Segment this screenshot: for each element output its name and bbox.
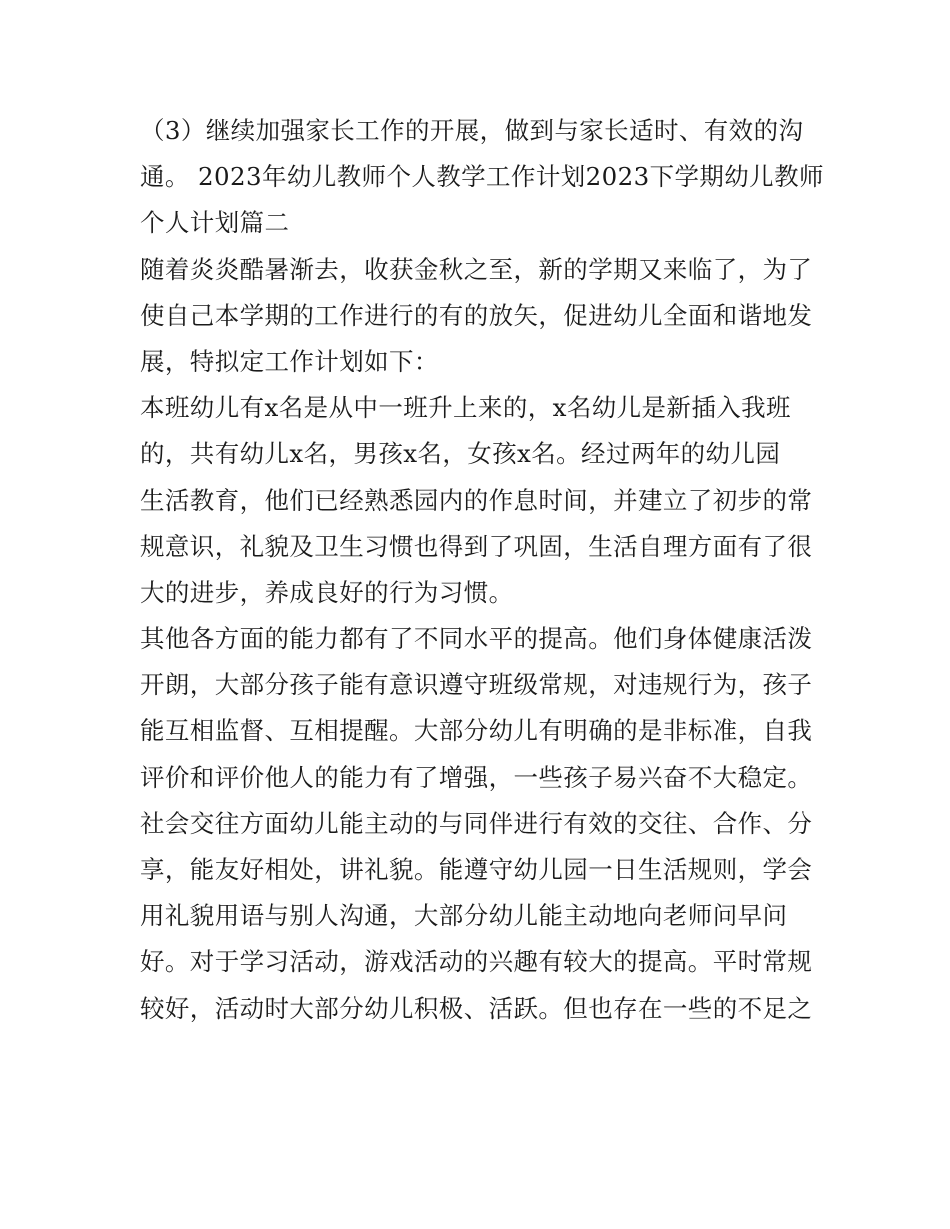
text-line: 评价和评价他人的能力有了增强，一些孩子易兴奋不大稳定。 bbox=[140, 762, 813, 792]
text-line: 大的进步，养成良好的行为习惯。 bbox=[140, 577, 514, 607]
text-line: 享，能友好相处，讲礼貌。能遵守幼儿园一日生活规则，学会 bbox=[140, 855, 813, 884]
text-line: 的，共有幼儿x名，男孩x名，女孩x名。经过两年的幼儿园 bbox=[140, 439, 781, 469]
text-line: 使自己本学期的工作进行的有的放矢，促进幼儿全面和谐地发 bbox=[140, 300, 813, 330]
text-line: 好。对于学习活动，游戏活动的兴趣有较大的提高。平时常规 bbox=[140, 947, 813, 977]
text-line: 其他各方面的能力都有了不同水平的提高。他们身体健康活泼 bbox=[140, 624, 813, 654]
text-line: 社会交往方面幼儿能主动的与同伴进行有效的交往、合作、分 bbox=[140, 808, 813, 838]
text-line: 开朗，大部分孩子能有意识遵守班级常规，对违规行为，孩子 bbox=[140, 670, 813, 700]
text-line: （3）继续加强家长工作的开展，做到与家长适时、有效的沟 bbox=[140, 116, 804, 145]
text-line: 通。 2023年幼儿教师个人教学工作计划2023下学期幼儿教师 bbox=[140, 162, 824, 192]
text-line: 随着炎炎酷暑渐去，收获金秋之至，新的学期又来临了，为了 bbox=[140, 254, 813, 284]
text-line: 个人计划篇二 bbox=[140, 208, 290, 238]
text-line: 用礼貌用语与别人沟通，大部分幼儿能主动地向老师问早问 bbox=[140, 901, 788, 931]
text-line: 较好，活动时大部分幼儿积极、活跃。但也存在一些的不足之 bbox=[140, 993, 813, 1023]
text-line: 生活教育，他们已经熟悉园内的作息时间，并建立了初步的常 bbox=[140, 485, 813, 515]
document-body bbox=[140, 108, 824, 1032]
text-line: 展，特拟定工作计划如下： bbox=[140, 346, 439, 376]
text-line: 规意识，礼貌及卫生习惯也得到了巩固，生活自理方面有了很 bbox=[140, 531, 813, 561]
text-line: 本班幼儿有x名是从中一班升上来的，x名幼儿是新插入我班 bbox=[140, 393, 791, 423]
text-line: 能互相监督、互相提醒。大部分幼儿有明确的是非标准，自我 bbox=[140, 716, 813, 746]
